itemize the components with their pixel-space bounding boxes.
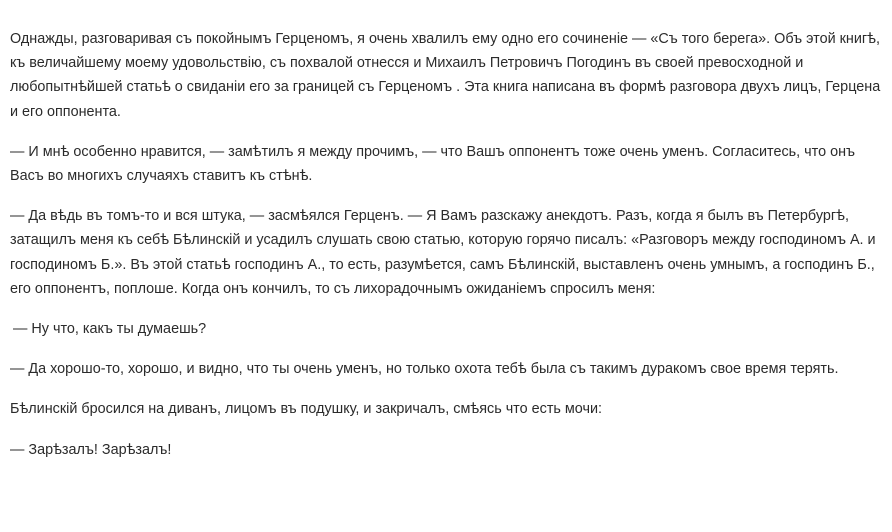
paragraph-remark: — И мнѣ особенно нравится, — замѣтилъ я между прочимъ, — что Вашъ оппонентъ тоже очень уменъ. Согласитесь, что онъ Васъ во многихъ случаяхъ ставитъ къ стѣнѣ.	[10, 143, 856, 185]
paragraph-exclamation: — Зарѣзалъ! Зарѣзалъ!	[10, 441, 172, 458]
paragraph-intro: Однажды, разговаривая съ покойнымъ Герценомъ, я очень хвалилъ ему одно его сочиненіе — «Съ того берега». Объ этой книгѣ, къ величайшему моему удовольствію, съ похвалой отнесся и Михаилъ Петровичъ Погодинъ въ своей превосходной и любопытнѣйшей статьѣ о свиданіи его за границей съ Герценомъ . Эта книга написана въ формѣ разговора двухъ лицъ, Герцена и его оппонента.	[10, 31, 881, 120]
paragraph-question: — Ну что, какъ ты думаешь?	[13, 321, 207, 338]
paragraph-anecdote: — Да вѣдь въ томъ-то и вся штука, — засмѣялся Герценъ. — Я Вамъ разскажу анекдотъ. Разъ, когда я былъ въ Петербургѣ, затащилъ меня къ себѣ Бѣлинскій и усадилъ слушать свою статью, которую горячо писалъ: «Разговоръ между господиномъ А. и господиномъ Б.». Въ этой статьѣ господинъ А., то есть, разумѣется, самъ Бѣлинскій, выставленъ очень умнымъ, а господинъ Б., его оппонентъ, поплоше. Когда онъ кончилъ, то съ лихорадочнымъ ожиданіемъ спросилъ меня:	[10, 208, 876, 297]
paragraph-answer: — Да хорошо-то, хорошо, и видно, что ты очень уменъ, но только охота тебѣ была съ такимъ дуракомъ свое время терять.	[10, 361, 839, 378]
paragraph-reaction: Бѣлинскій бросился на диванъ, лицомъ въ подушку, и закричалъ, смѣясь что есть мочи:	[10, 401, 603, 418]
document-body	[10, 27, 886, 478]
